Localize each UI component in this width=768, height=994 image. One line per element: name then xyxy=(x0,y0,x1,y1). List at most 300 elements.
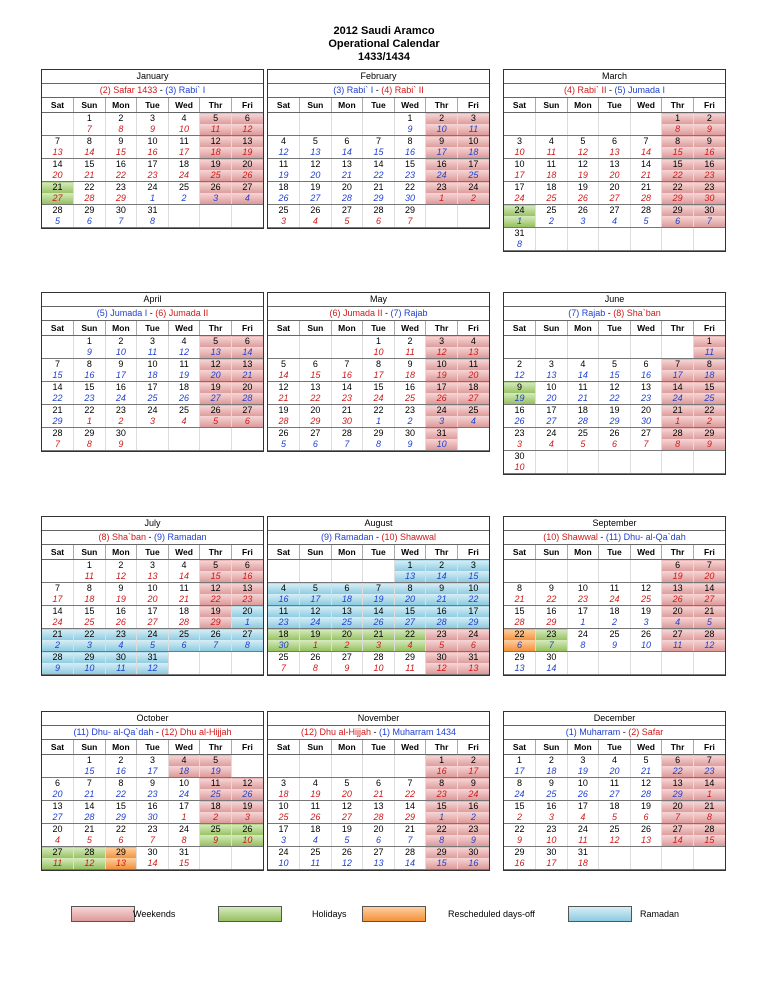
weekday-header: Tue xyxy=(599,321,631,336)
hijri-month-label: (7) Rajab xyxy=(568,308,606,318)
hijri-day: 19 xyxy=(504,393,536,405)
hijri-day: 27 xyxy=(457,393,489,405)
hijri-day xyxy=(504,124,536,136)
gregorian-day: 17 xyxy=(168,801,200,813)
gregorian-day xyxy=(231,428,263,440)
gregorian-day: 29 xyxy=(426,847,458,859)
hijri-day: 18 xyxy=(331,594,363,606)
hijri-day xyxy=(457,439,489,451)
gregorian-day xyxy=(599,336,631,348)
gregorian-day: 27 xyxy=(300,428,332,440)
gregorian-day xyxy=(42,336,74,348)
gregorian-day: 23 xyxy=(394,405,426,417)
weekday-header: Wed xyxy=(168,321,200,336)
gregorian-day: 18 xyxy=(168,159,200,171)
gregorian-day: 17 xyxy=(457,606,489,618)
hijri-day: 13 xyxy=(457,663,489,675)
hijri-day: 4 xyxy=(105,640,137,652)
gregorian-day: 10 xyxy=(504,159,536,171)
gregorian-day: 4 xyxy=(168,113,200,125)
hijri-day xyxy=(599,858,631,870)
hijri-day: 2 xyxy=(457,812,489,824)
gregorian-day: 8 xyxy=(693,359,725,371)
hijri-day: 3 xyxy=(137,416,169,428)
gregorian-day: 14 xyxy=(74,801,106,813)
hijri-day xyxy=(331,571,363,583)
hijri-day xyxy=(599,571,631,583)
gregorian-day: 13 xyxy=(662,583,694,595)
weekday-header: Sat xyxy=(42,98,74,113)
hijri-day: 24 xyxy=(662,393,694,405)
month-september xyxy=(503,516,726,676)
gregorian-day: 21 xyxy=(394,824,426,836)
gregorian-day: 29 xyxy=(504,847,536,859)
hijri-day: 9 xyxy=(693,439,725,451)
hijri-day: 2 xyxy=(536,216,568,228)
weekday-header: Fri xyxy=(693,740,725,755)
hijri-day: 26 xyxy=(567,789,599,801)
hijri-day: 21 xyxy=(231,370,263,382)
gregorian-day: 23 xyxy=(105,629,137,641)
gregorian-day: 18 xyxy=(599,801,631,813)
hijri-day: 17 xyxy=(105,370,137,382)
hijri-day: 13 xyxy=(536,370,568,382)
hijri-day: 17 xyxy=(662,370,694,382)
gregorian-day: 20 xyxy=(363,824,395,836)
gregorian-day: 23 xyxy=(137,824,169,836)
hijri-day: 13 xyxy=(457,347,489,359)
hijri-month-label: - xyxy=(157,85,166,95)
gregorian-day: 1 xyxy=(504,755,536,767)
gregorian-day: 7 xyxy=(693,560,725,572)
hijri-month-range xyxy=(268,84,489,98)
gregorian-day: 11 xyxy=(168,359,200,371)
gregorian-day: 22 xyxy=(105,824,137,836)
hijri-day: 30 xyxy=(268,640,300,652)
gregorian-day: 20 xyxy=(231,159,263,171)
gregorian-day: 21 xyxy=(42,629,74,641)
hijri-day: 4 xyxy=(231,193,263,205)
gregorian-day: 30 xyxy=(137,847,169,859)
gregorian-day: 10 xyxy=(137,136,169,148)
hijri-day xyxy=(231,663,263,675)
hijri-day: 13 xyxy=(599,147,631,159)
gregorian-day: 11 xyxy=(567,382,599,394)
gregorian-day: 27 xyxy=(662,824,694,836)
hijri-day: 27 xyxy=(599,789,631,801)
hijri-day: 15 xyxy=(363,147,395,159)
weekday-header: Fri xyxy=(231,740,263,755)
gregorian-day: 15 xyxy=(504,606,536,618)
hijri-day: 25 xyxy=(74,617,106,629)
hijri-day: 3 xyxy=(200,193,232,205)
gregorian-day: 28 xyxy=(42,428,74,440)
gregorian-day xyxy=(300,755,332,767)
gregorian-day xyxy=(630,652,662,664)
weekday-header: Thr xyxy=(662,321,694,336)
gregorian-day: 19 xyxy=(200,382,232,394)
gregorian-day: 31 xyxy=(168,847,200,859)
gregorian-day: 25 xyxy=(599,824,631,836)
hijri-day: 1 xyxy=(74,416,106,428)
hijri-day: 13 xyxy=(200,347,232,359)
hijri-day: 7 xyxy=(394,835,426,847)
gregorian-day: 7 xyxy=(42,359,74,371)
hijri-day xyxy=(662,347,694,359)
gregorian-day xyxy=(331,113,363,125)
gregorian-day: 18 xyxy=(200,801,232,813)
hijri-day: 11 xyxy=(394,347,426,359)
gregorian-day: 31 xyxy=(567,847,599,859)
gregorian-day: 2 xyxy=(105,755,137,767)
hijri-day xyxy=(567,239,599,251)
gregorian-day: 16 xyxy=(426,606,458,618)
weekday-header: Fri xyxy=(457,321,489,336)
hijri-day xyxy=(426,216,458,228)
hijri-day: 2 xyxy=(331,640,363,652)
hijri-day: 9 xyxy=(42,663,74,675)
gregorian-day: 24 xyxy=(567,629,599,641)
gregorian-day: 26 xyxy=(200,629,232,641)
hijri-day xyxy=(331,347,363,359)
hijri-day: 22 xyxy=(300,393,332,405)
hijri-day xyxy=(630,571,662,583)
hijri-day: 22 xyxy=(662,766,694,778)
gregorian-day: 14 xyxy=(42,382,74,394)
hijri-day: 13 xyxy=(363,858,395,870)
gregorian-day: 25 xyxy=(536,205,568,217)
hijri-day: 8 xyxy=(231,640,263,652)
gregorian-day: 7 xyxy=(363,136,395,148)
hijri-day: 6 xyxy=(363,835,395,847)
weekday-header: Mon xyxy=(105,545,137,560)
gregorian-day: 6 xyxy=(231,336,263,348)
gregorian-day: 17 xyxy=(567,606,599,618)
hijri-day: 23 xyxy=(693,766,725,778)
hijri-day: 26 xyxy=(231,789,263,801)
hijri-day xyxy=(662,462,694,474)
hijri-day: 24 xyxy=(168,170,200,182)
weekday-header: Wed xyxy=(168,545,200,560)
hijri-day xyxy=(300,766,332,778)
hijri-day: 22 xyxy=(363,170,395,182)
gregorian-day: 17 xyxy=(137,382,169,394)
gregorian-day: 23 xyxy=(105,405,137,417)
gregorian-day: 20 xyxy=(662,801,694,813)
gregorian-day xyxy=(331,560,363,572)
hijri-day: 19 xyxy=(268,170,300,182)
gregorian-day: 28 xyxy=(42,652,74,664)
hijri-day: 26 xyxy=(231,170,263,182)
hijri-day: 12 xyxy=(331,858,363,870)
weekday-header: Mon xyxy=(331,545,363,560)
gregorian-day: 3 xyxy=(504,136,536,148)
gregorian-day: 21 xyxy=(42,182,74,194)
gregorian-day: 16 xyxy=(536,606,568,618)
gregorian-day: 19 xyxy=(300,629,332,641)
weekday-header: Wed xyxy=(394,321,426,336)
hijri-day: 14 xyxy=(331,147,363,159)
gregorian-day xyxy=(662,451,694,463)
gregorian-day: 14 xyxy=(394,801,426,813)
hijri-day: 20 xyxy=(200,370,232,382)
gregorian-day: 17 xyxy=(536,405,568,417)
hijri-day: 1 xyxy=(363,416,395,428)
hijri-day: 9 xyxy=(200,835,232,847)
hijri-day: 11 xyxy=(693,347,725,359)
gregorian-day: 30 xyxy=(504,451,536,463)
weekday-header: Sun xyxy=(300,545,332,560)
hijri-day: 16 xyxy=(426,766,458,778)
hijri-day: 15 xyxy=(662,147,694,159)
hijri-day: 2 xyxy=(599,617,631,629)
gregorian-day: 20 xyxy=(630,405,662,417)
hijri-day: 5 xyxy=(42,216,74,228)
hijri-day xyxy=(693,663,725,675)
gregorian-day xyxy=(200,205,232,217)
hijri-day: 29 xyxy=(662,193,694,205)
hijri-day: 17 xyxy=(300,594,332,606)
hijri-day: 11 xyxy=(137,347,169,359)
hijri-day: 4 xyxy=(662,617,694,629)
weekday-header: Fri xyxy=(231,545,263,560)
hijri-day: 26 xyxy=(105,617,137,629)
gregorian-day: 3 xyxy=(457,113,489,125)
hijri-day: 22 xyxy=(105,170,137,182)
weekday-header: Fri xyxy=(231,321,263,336)
hijri-day xyxy=(168,439,200,451)
title-line-1: 2012 Saudi Aramco xyxy=(333,25,435,37)
hijri-day: 15 xyxy=(457,571,489,583)
hijri-day: 4 xyxy=(599,216,631,228)
hijri-day: 4 xyxy=(457,416,489,428)
hijri-day: 25 xyxy=(457,170,489,182)
hijri-month-range xyxy=(42,531,263,545)
gregorian-day: 5 xyxy=(331,778,363,790)
gregorian-day: 5 xyxy=(300,583,332,595)
gregorian-day xyxy=(630,560,662,572)
gregorian-day: 26 xyxy=(200,405,232,417)
gregorian-day: 23 xyxy=(457,824,489,836)
hijri-day: 11 xyxy=(536,147,568,159)
legend-weekends-label: Weekends xyxy=(133,909,176,919)
gregorian-day: 21 xyxy=(662,405,694,417)
hijri-day: 1 xyxy=(426,193,458,205)
hijri-day: 10 xyxy=(268,858,300,870)
gregorian-day xyxy=(300,560,332,572)
gregorian-day: 28 xyxy=(42,205,74,217)
hijri-day: 23 xyxy=(137,789,169,801)
gregorian-day: 15 xyxy=(662,159,694,171)
gregorian-day: 11 xyxy=(268,606,300,618)
month-january xyxy=(41,69,264,229)
hijri-day xyxy=(268,124,300,136)
hijri-day: 26 xyxy=(426,393,458,405)
hijri-day: 29 xyxy=(200,617,232,629)
gregorian-day: 7 xyxy=(42,583,74,595)
gregorian-day: 1 xyxy=(662,113,694,125)
gregorian-day xyxy=(457,205,489,217)
hijri-day: 7 xyxy=(693,216,725,228)
hijri-day: 26 xyxy=(662,594,694,606)
hijri-day: 23 xyxy=(567,594,599,606)
weekday-header: Sun xyxy=(536,740,568,755)
gregorian-day xyxy=(567,336,599,348)
hijri-day: 3 xyxy=(231,812,263,824)
legend-weekends-swatch xyxy=(71,906,135,922)
hijri-day: 27 xyxy=(200,393,232,405)
hijri-day: 28 xyxy=(630,193,662,205)
weekday-header: Sat xyxy=(504,321,536,336)
gregorian-day: 1 xyxy=(74,560,106,572)
hijri-month-label: (11) Dhu- al-Qa`dah xyxy=(73,727,154,737)
gregorian-day: 24 xyxy=(536,428,568,440)
hijri-day: 17 xyxy=(536,858,568,870)
hijri-day: 1 xyxy=(300,640,332,652)
weekday-header: Sat xyxy=(504,98,536,113)
hijri-day: 8 xyxy=(693,812,725,824)
hijri-day xyxy=(200,663,232,675)
hijri-day: 27 xyxy=(394,617,426,629)
hijri-day xyxy=(567,571,599,583)
gregorian-day: 27 xyxy=(231,182,263,194)
hijri-day: 8 xyxy=(168,835,200,847)
hijri-month-range xyxy=(268,531,489,545)
gregorian-day: 15 xyxy=(105,801,137,813)
hijri-day: 11 xyxy=(394,663,426,675)
hijri-day: 19 xyxy=(567,766,599,778)
hijri-day: 10 xyxy=(630,640,662,652)
gregorian-day xyxy=(504,113,536,125)
hijri-day: 18 xyxy=(457,147,489,159)
gregorian-day: 11 xyxy=(168,583,200,595)
hijri-day: 8 xyxy=(74,439,106,451)
gregorian-day xyxy=(363,755,395,767)
hijri-day xyxy=(268,571,300,583)
gregorian-day: 30 xyxy=(536,652,568,664)
month-name: January xyxy=(42,70,263,84)
hijri-day xyxy=(168,663,200,675)
gregorian-day: 13 xyxy=(662,778,694,790)
gregorian-day: 31 xyxy=(457,652,489,664)
hijri-day: 20 xyxy=(457,370,489,382)
hijri-day: 10 xyxy=(363,663,395,675)
gregorian-day: 24 xyxy=(426,405,458,417)
hijri-day xyxy=(363,571,395,583)
hijri-day: 6 xyxy=(363,216,395,228)
gregorian-day xyxy=(231,847,263,859)
gregorian-day: 21 xyxy=(42,405,74,417)
hijri-day: 21 xyxy=(504,594,536,606)
gregorian-day xyxy=(268,113,300,125)
hijri-day: 6 xyxy=(457,640,489,652)
hijri-day xyxy=(630,663,662,675)
gregorian-day: 21 xyxy=(693,606,725,618)
weekday-header: Fri xyxy=(693,321,725,336)
gregorian-day: 6 xyxy=(662,755,694,767)
gregorian-day: 9 xyxy=(394,359,426,371)
hijri-day: 4 xyxy=(567,812,599,824)
gregorian-day: 20 xyxy=(331,629,363,641)
gregorian-day: 21 xyxy=(363,629,395,641)
hijri-day: 14 xyxy=(168,571,200,583)
hijri-day: 12 xyxy=(168,347,200,359)
hijri-day: 19 xyxy=(567,170,599,182)
gregorian-day: 12 xyxy=(200,136,232,148)
hijri-day: 6 xyxy=(662,216,694,228)
gregorian-day: 27 xyxy=(662,629,694,641)
hijri-day: 6 xyxy=(599,439,631,451)
hijri-day: 27 xyxy=(42,193,74,205)
hijri-day: 5 xyxy=(599,812,631,824)
gregorian-day: 22 xyxy=(504,629,536,641)
gregorian-day: 29 xyxy=(363,428,395,440)
hijri-day xyxy=(599,239,631,251)
title-line-3: 1433/1434 xyxy=(358,51,410,63)
gregorian-day: 26 xyxy=(200,182,232,194)
gregorian-day xyxy=(200,847,232,859)
gregorian-day: 23 xyxy=(426,629,458,641)
gregorian-day: 5 xyxy=(200,336,232,348)
gregorian-day: 28 xyxy=(630,205,662,217)
hijri-day: 22 xyxy=(599,393,631,405)
gregorian-day: 4 xyxy=(268,583,300,595)
hijri-day: 24 xyxy=(504,789,536,801)
hijri-day: 11 xyxy=(74,571,106,583)
gregorian-day: 27 xyxy=(630,428,662,440)
hijri-day: 10 xyxy=(74,663,106,675)
hijri-day: 28 xyxy=(630,789,662,801)
gregorian-day: 30 xyxy=(105,205,137,217)
hijri-month-label: - xyxy=(597,532,606,542)
hijri-day: 3 xyxy=(426,416,458,428)
hijri-day: 13 xyxy=(137,571,169,583)
hijri-day xyxy=(300,571,332,583)
gregorian-day xyxy=(536,336,568,348)
hijri-day: 27 xyxy=(300,193,332,205)
gregorian-day: 26 xyxy=(630,629,662,641)
gregorian-day: 22 xyxy=(504,824,536,836)
weekday-header: Wed xyxy=(394,740,426,755)
gregorian-day: 28 xyxy=(331,428,363,440)
gregorian-day: 20 xyxy=(231,382,263,394)
gregorian-day: 18 xyxy=(168,606,200,618)
hijri-day: 18 xyxy=(200,147,232,159)
gregorian-day: 20 xyxy=(599,182,631,194)
gregorian-day: 8 xyxy=(394,583,426,595)
gregorian-day: 15 xyxy=(363,382,395,394)
hijri-day: 4 xyxy=(536,439,568,451)
gregorian-day: 3 xyxy=(426,336,458,348)
weekday-header: Sun xyxy=(74,545,106,560)
gregorian-day xyxy=(536,113,568,125)
gregorian-day: 10 xyxy=(457,583,489,595)
hijri-day: 1 xyxy=(567,617,599,629)
hijri-day: 9 xyxy=(504,835,536,847)
gregorian-day: 25 xyxy=(168,182,200,194)
weekday-header: Sun xyxy=(536,545,568,560)
hijri-day: 16 xyxy=(394,147,426,159)
gregorian-day: 9 xyxy=(504,382,536,394)
hijri-day: 17 xyxy=(137,766,169,778)
hijri-day xyxy=(42,571,74,583)
hijri-day xyxy=(693,858,725,870)
hijri-day: 13 xyxy=(504,663,536,675)
hijri-day: 1 xyxy=(693,789,725,801)
gregorian-day: 27 xyxy=(231,629,263,641)
hijri-day: 20 xyxy=(42,170,74,182)
gregorian-day xyxy=(426,205,458,217)
